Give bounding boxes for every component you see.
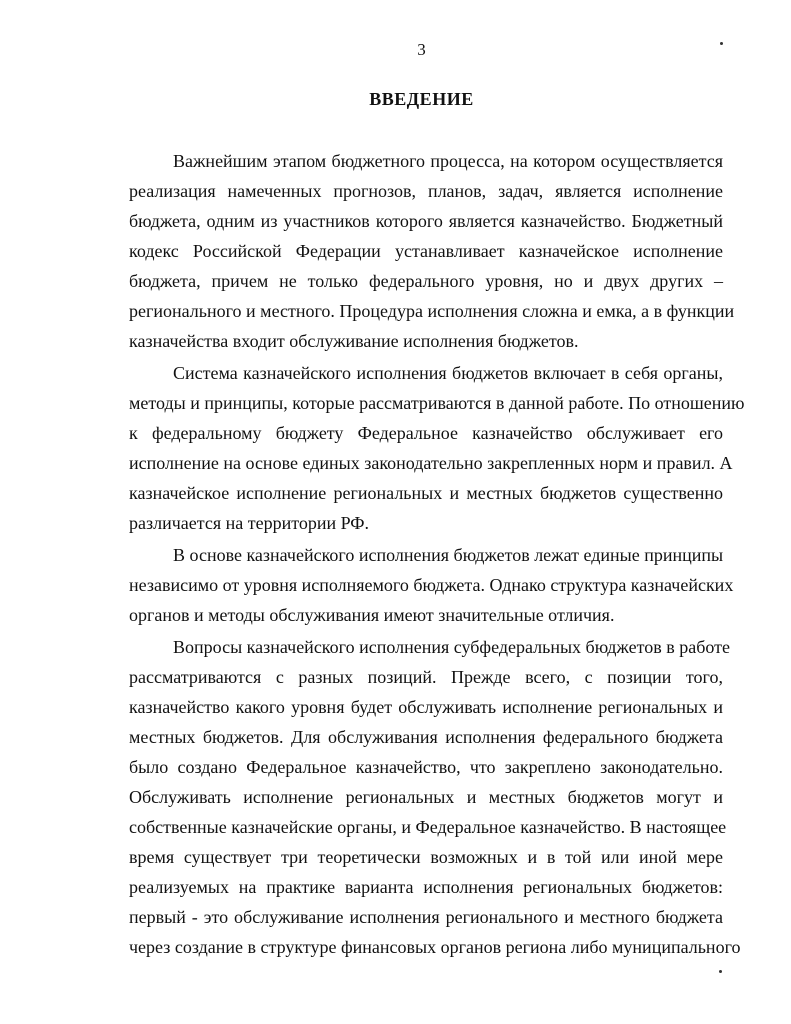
text-line: В основе казначейского исполнения бюджетов лежат единые принципы — [173, 545, 724, 565]
scan-speck — [719, 970, 722, 973]
text-line: казначейское исполнение региональных и местных бюджетов существенно — [129, 483, 723, 503]
text-line: бюджета, причем не только федерального уровня, но и двух других – — [129, 271, 723, 291]
text-line: методы и принципы, которые рассматриваются в данной работе. По отношению — [129, 393, 745, 413]
paragraph-1 — [129, 146, 735, 356]
text-line: казначейство какого уровня будет обслуживать исполнение региональных и — [129, 697, 723, 717]
text-line: регионального и местного. Процедура исполнения сложна и емка, а в функции — [129, 301, 735, 321]
text-line: исполнение на основе единых законодательно закрепленных норм и правил. А — [129, 453, 733, 473]
text-line: Обслуживать исполнение региональных и местных бюджетов могут и — [129, 787, 723, 807]
paragraph-2 — [129, 358, 745, 538]
text-line: реализуемых на практике варианта исполнения региональных бюджетов: — [129, 877, 723, 897]
text-line: время существует три теоретически возможных и в той или иной мере — [129, 847, 723, 867]
text-line: собственные казначейские органы, и Федеральное казначейство. В настоящее — [129, 817, 727, 837]
text-line: независимо от уровня исполняемого бюджета. Однако структура казначейских — [129, 575, 734, 595]
text-line: через создание в структуре финансовых органов региона либо муниципального — [129, 937, 741, 957]
section-heading: ВВЕДЕНИЕ — [369, 89, 474, 109]
text-line: кодекс Российской Федерации устанавливает казначейское исполнение — [129, 241, 723, 261]
text-line: различается на территории РФ. — [129, 513, 370, 533]
text-line: к федеральному бюджету Федеральное казначейство обслуживает его — [129, 423, 723, 443]
text-line: органов и методы обслуживания имеют значительные отличия. — [129, 605, 615, 625]
paragraph-4 — [129, 632, 741, 962]
text-line: первый - это обслуживание исполнения регионального и местного бюджета — [129, 907, 723, 927]
text-line: Система казначейского исполнения бюджетов включает в себя органы, — [173, 363, 723, 383]
paragraph-3 — [129, 540, 734, 630]
text-line: казначейства входит обслуживание исполнения бюджетов. — [129, 331, 579, 351]
page-number: 3 — [417, 40, 426, 59]
text-line: Вопросы казначейского исполнения субфедеральных бюджетов в работе — [173, 637, 730, 657]
text-line: местных бюджетов. Для обслуживания исполнения федерального бюджета — [129, 727, 723, 747]
text-line: было создано Федеральное казначейство, что закреплено законодательно. — [129, 757, 723, 777]
text-line: реализация намеченных прогнозов, планов, задач, является исполнение — [129, 181, 723, 201]
text-line: рассматриваются с разных позиций. Прежде всего, с позиции того, — [129, 667, 723, 687]
scan-speck — [720, 42, 723, 45]
text-line: бюджета, одним из участников которого является казначейство. Бюджетный — [129, 211, 723, 231]
text-line: Важнейшим этапом бюджетного процесса, на котором осуществляется — [173, 151, 723, 171]
document-body — [129, 146, 745, 964]
